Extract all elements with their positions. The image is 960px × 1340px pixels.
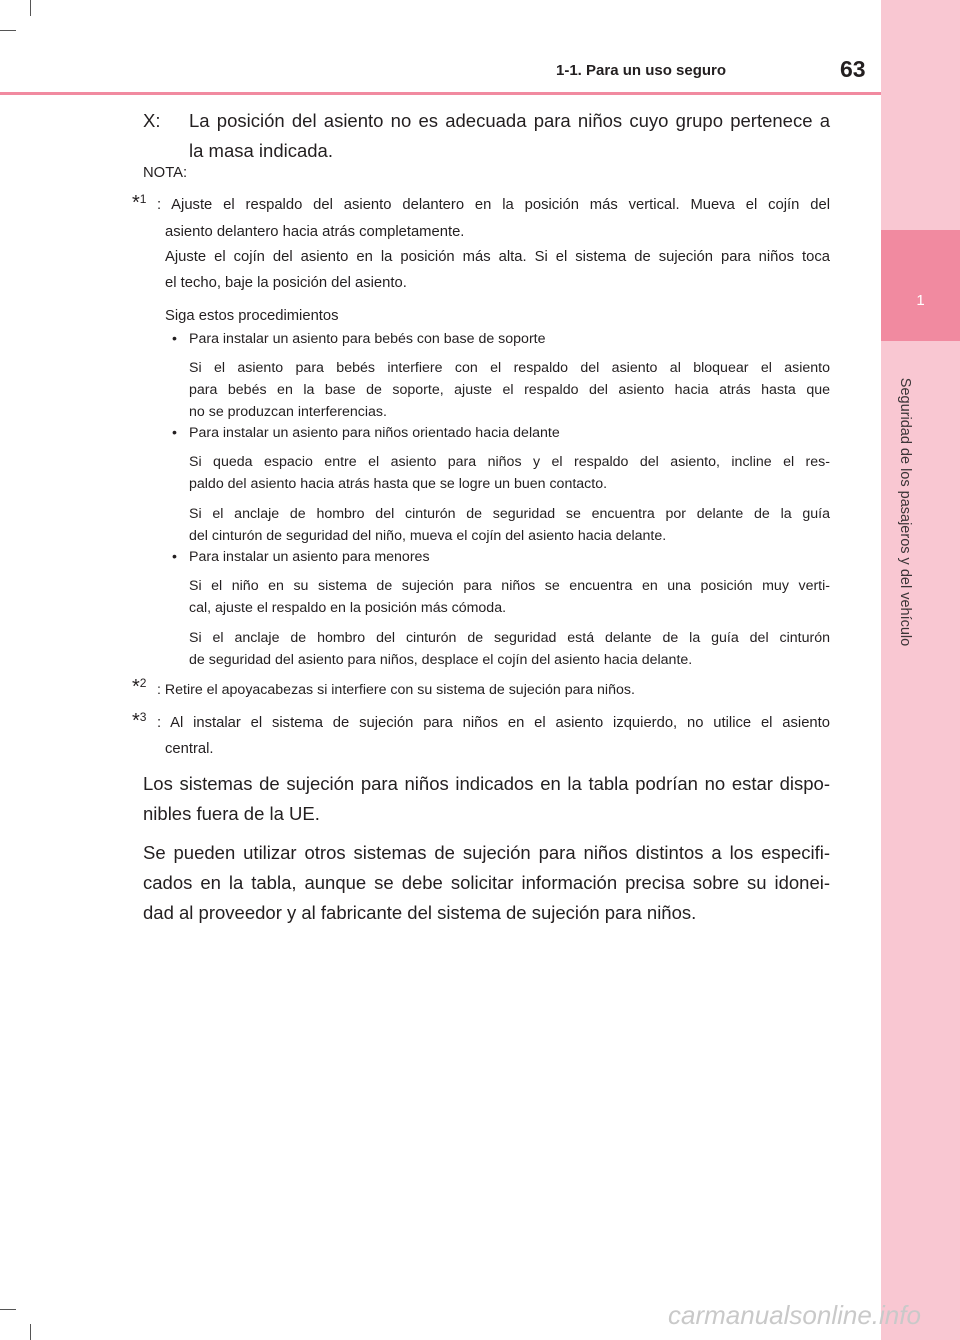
page-number: 63 (840, 56, 866, 82)
note-line: Ajuste el cojín del asiento en la posición más alta. Si el sistema de sujeción para niños toca (165, 249, 830, 265)
crop-mark (30, 0, 31, 16)
body-paragraph-line: Los sistemas de sujeción para niños indicados en la tabla podrían no estar dispo- (143, 773, 830, 794)
crop-mark (30, 1324, 31, 1340)
procedure-text: Si el anclaje de hombro del cinturón de seguridad está delante de la guía del cinturón (189, 630, 830, 646)
chapter-title-vertical (893, 357, 917, 667)
body-paragraph-line: nibles fuera de la UE. (143, 803, 320, 824)
note-marker (132, 676, 146, 699)
nota-title: NOTA: (143, 165, 188, 181)
legend-x-label: X: (143, 110, 161, 131)
note-marker (132, 710, 146, 733)
chapter-number: 1 (916, 292, 925, 309)
procedure-text: del cinturón de seguridad del niño, mueva el cojín del asiento hacia delante. (189, 528, 667, 544)
procedure-text: Si el niño en su sistema de sujeción para niños se encuentra en una posición muy verti- (189, 578, 830, 594)
procedure-text: para bebés en la base de soporte, ajuste el respaldo del asiento hacia atrás hasta que (189, 382, 830, 398)
bullet: • (172, 549, 177, 565)
procedure-text: de seguridad del asiento para niños, desplace el cojín del asiento hacia delante. (189, 652, 693, 668)
body-paragraph-line: Se pueden utilizar otros sistemas de sujeción para niños distintos a los especifi- (143, 842, 830, 863)
procedures-intro: Siga estos procedimientos (165, 308, 339, 324)
note-line: : Al instalar el sistema de sujeción para niños en el asiento izquierdo, no utilice el asiento (157, 715, 830, 731)
crop-mark (0, 30, 16, 31)
body-paragraph-line: cados en la tabla, aunque se debe solicitar información precisa sobre su idonei- (143, 872, 830, 893)
note-line: : Retire el apoyacabezas si interfiere con su sistema de sujeción para niños. (157, 682, 635, 698)
section-title: 1-1. Para un uso seguro (556, 62, 727, 79)
watermark: carmanualsonline.info (668, 1300, 921, 1330)
procedure-heading: Para instalar un asiento para menores (189, 549, 430, 565)
procedure-text: cal, ajuste el respaldo en la posición más cómoda. (189, 600, 507, 616)
note-line: el techo, baje la posición del asiento. (165, 275, 407, 291)
note-line: central. (165, 741, 214, 757)
legend-x-line: la masa indicada. (189, 140, 333, 161)
procedure-text: no se produzcan interferencias. (189, 404, 387, 420)
procedure-text: Si el asiento para bebés interfiere con el respaldo del asiento al bloquear el asiento (189, 360, 830, 376)
note-line: asiento delantero hacia atrás completamente. (165, 224, 465, 240)
procedure-text: Si queda espacio entre el asiento para niños y el respaldo del asiento, incline el res- (189, 454, 830, 470)
chapter-tab[interactable] (881, 230, 960, 341)
note-marker (132, 192, 146, 215)
procedure-text: Si el anclaje de hombro del cinturón de seguridad se encuentra por delante de la guía (189, 506, 830, 522)
header-rule (0, 92, 881, 95)
crop-mark (0, 1309, 16, 1310)
note-marker-text: *$^1$ (132, 192, 147, 214)
procedure-text: paldo del asiento hacia atrás hasta que se logre un buen contacto. (189, 476, 608, 492)
procedure-heading: Para instalar un asiento para bebés con base de soporte (189, 331, 546, 347)
chapter-title: Seguridad de los pasajeros y del vehículo (897, 377, 913, 647)
legend-x-line: La posición del asiento no es adecuada para niños cuyo grupo pertenece a (189, 110, 830, 131)
note-marker-text: *$^3$ (132, 710, 147, 732)
chapter-sidebar (881, 0, 960, 1340)
note-marker-text: *$^2$ (132, 676, 147, 698)
bullet: • (172, 425, 177, 441)
procedure-heading: Para instalar un asiento para niños orientado hacia delante (189, 425, 560, 441)
bullet: • (172, 331, 177, 347)
note-line: : Ajuste el respaldo del asiento delantero en la posición más vertical. Mueva el cojín del (157, 197, 830, 213)
body-paragraph-line: dad al proveedor y al fabricante del sistema de sujeción para niños. (143, 902, 697, 923)
